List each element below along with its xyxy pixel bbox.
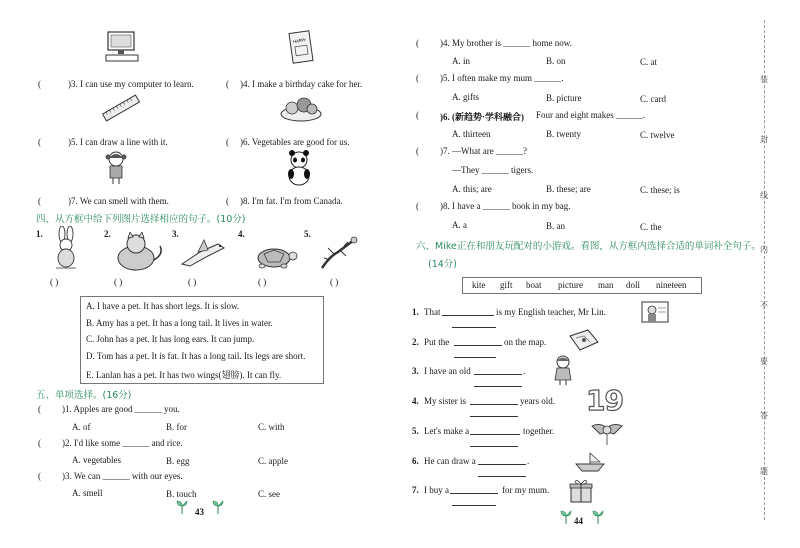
- cat-picture: [112, 232, 164, 272]
- item-text: )6. Vegetables are good for us.: [240, 137, 350, 147]
- question-text: )7. —What are ______?: [440, 146, 527, 156]
- item-text: )4. I make a birthday cake for her.: [240, 79, 363, 89]
- item-paren: (: [38, 137, 41, 147]
- ruler-picture: [100, 94, 142, 124]
- question-paren: (: [416, 73, 419, 83]
- section6-score: (14分): [428, 259, 458, 270]
- answer-blank-below[interactable]: [470, 438, 518, 447]
- answer-blank[interactable]: [478, 456, 526, 465]
- answer-blank[interactable]: [442, 307, 494, 316]
- binding-line: [764, 20, 765, 520]
- question-text: )5. I often make my mum ______.: [440, 73, 564, 83]
- word-bank-item: picture: [558, 280, 583, 290]
- binding-char: 要: [760, 357, 768, 366]
- sentence-before: I buy a: [424, 485, 449, 495]
- binding-char: 答: [760, 411, 768, 420]
- sentence-number: 3.: [412, 366, 419, 376]
- answer-blank[interactable]: [454, 337, 502, 346]
- choice-a: A. a: [452, 220, 467, 230]
- sprout-icon: [212, 500, 224, 514]
- choice-b: B. twenty: [546, 129, 581, 139]
- choice-a: A. thirteen: [452, 129, 491, 139]
- big-number-picture: 19: [586, 384, 623, 417]
- item-paren: (: [226, 196, 229, 206]
- answer-blank[interactable]: [470, 396, 518, 405]
- sentence-after: is my English teacher, Mr Lin.: [496, 307, 606, 317]
- choice-b: B. an: [546, 221, 565, 231]
- sentence-number: 6.: [412, 456, 419, 466]
- sprout-icon: [560, 510, 572, 524]
- question-paren: (: [38, 471, 41, 481]
- option-e: E. Lanlan has a pet. It has two wings(翅膀). It can fly.: [86, 370, 282, 380]
- choice-c: C. see: [258, 489, 280, 499]
- binding-char: 封: [760, 135, 768, 144]
- item-paren: (: [38, 196, 41, 206]
- choice-b: B. egg: [166, 456, 190, 466]
- binding-char: 线: [760, 191, 768, 200]
- sentence-after: .: [523, 366, 526, 376]
- picture-number: 3.: [172, 229, 179, 239]
- sentence-after: .: [527, 456, 530, 466]
- choice-c: C. twelve: [640, 130, 675, 140]
- sentence-after: for my mum.: [502, 485, 550, 495]
- choice-b: B. for: [166, 422, 187, 432]
- question-paren: (: [38, 438, 41, 448]
- binding-char: 内: [760, 245, 768, 254]
- rabbit-picture: [50, 226, 82, 270]
- sentence-before: Put the: [424, 337, 450, 347]
- answer-blank[interactable]: [470, 426, 520, 435]
- answer-blank-below[interactable]: [474, 378, 522, 387]
- section6-title: 六、Mike正在和朋友玩配对的小游戏。看图，从方框内选择合适的单词补全句子。: [416, 241, 761, 252]
- choice-a: A. of: [72, 422, 91, 432]
- girl-picture: [104, 150, 128, 186]
- question-tag: )6. (新趋势·学科融合): [440, 112, 524, 122]
- choice-a: A. smell: [72, 488, 103, 498]
- doll-picture: [552, 354, 574, 386]
- picture-answer-paren: ( ): [114, 277, 123, 287]
- word-bank-item: boat: [526, 280, 542, 290]
- item-paren: (: [226, 79, 229, 89]
- word-bank-item: man: [598, 280, 614, 290]
- turtle-picture: [250, 244, 298, 270]
- option-b: B. Amy has a pet. It has a long tail. It lives in water.: [86, 318, 273, 328]
- binding-char: 题: [760, 467, 768, 476]
- sentence-after: on the map.: [504, 337, 547, 347]
- answer-blank-below[interactable]: [470, 408, 518, 417]
- question-paren: (: [38, 404, 41, 414]
- choice-a: A. in: [452, 56, 470, 66]
- teacher-picture: [640, 300, 670, 326]
- question-text: )1. Apples are good ______ you.: [62, 404, 180, 414]
- word-bank-item: nineteen: [656, 280, 687, 290]
- answer-blank-below[interactable]: [454, 349, 496, 358]
- picture-number: 5.: [304, 229, 311, 239]
- option-c: C. John has a pet. It has long ears. It can jump.: [86, 334, 255, 344]
- bird-picture: [178, 238, 228, 270]
- question-paren: (: [416, 110, 419, 120]
- vegetables-picture: [278, 94, 324, 124]
- question-text: )3. We can ______ with our eyes.: [62, 471, 183, 481]
- word-bank-item: kite: [472, 280, 486, 290]
- picture-answer-paren: ( ): [258, 277, 267, 287]
- choice-b: B. touch: [166, 489, 197, 499]
- section5-title: 五、单项选择。(16分): [36, 390, 132, 401]
- section4-title: 四、从方框中给下列图片选择相应的句子。(10分): [36, 214, 246, 225]
- item-paren: (: [226, 137, 229, 147]
- binding-char: 不: [760, 301, 768, 310]
- answer-blank-below[interactable]: [452, 319, 496, 328]
- sentence-after: together.: [523, 426, 555, 436]
- question-paren: (: [416, 201, 419, 211]
- picture-number: 1.: [36, 229, 43, 239]
- choice-a: A. vegetables: [72, 455, 121, 465]
- sentence-number: 2.: [412, 337, 419, 347]
- option-d: D. Tom has a pet. It is fat. It has a long tail. Its legs are short.: [86, 351, 306, 361]
- panda-picture: [284, 150, 314, 186]
- item-paren: (: [38, 79, 41, 89]
- item-text: )7. We can smell with them.: [68, 196, 169, 206]
- question-text-line2: —They ______ tigers.: [452, 165, 534, 175]
- birthday-card-picture: [288, 30, 314, 64]
- answer-blank-below[interactable]: [452, 497, 496, 506]
- picture-answer-paren: ( ): [188, 277, 197, 287]
- question-text: Four and eight makes ______.: [536, 110, 646, 120]
- question-text: )8. I have a ______ book in my bag.: [440, 201, 571, 211]
- lizard-picture: [316, 234, 358, 272]
- kite-picture: [590, 418, 624, 446]
- binding-char: 装: [760, 75, 768, 84]
- choice-b: B. picture: [546, 93, 582, 103]
- page-number: 43: [195, 507, 204, 517]
- choice-b: B. these; are: [546, 184, 591, 194]
- sentence-before: My sister is: [424, 396, 467, 406]
- answer-blank[interactable]: [450, 485, 498, 494]
- gift-picture: [568, 478, 594, 504]
- picture-number: 4.: [238, 229, 245, 239]
- sentence-number: 4.: [412, 396, 419, 406]
- question-paren: (: [416, 38, 419, 48]
- choice-c: C. the: [640, 222, 662, 232]
- map-picture: [568, 328, 600, 352]
- item-text: )5. I can draw a line with it.: [68, 137, 168, 147]
- choice-c: C. apple: [258, 456, 288, 466]
- item-text: )3. I can use my computer to learn.: [68, 79, 194, 89]
- picture-number: 2.: [104, 229, 111, 239]
- sprout-icon: [176, 500, 188, 514]
- choice-c: C. at: [640, 57, 657, 67]
- sentence-number: 7.: [412, 485, 419, 495]
- option-a: A. I have a pet. It has short legs. It is slow.: [86, 301, 240, 311]
- question-text: )4. My brother is ______ home now.: [440, 38, 572, 48]
- computer-picture: [104, 30, 140, 64]
- sentence-number: 1.: [412, 307, 419, 317]
- sentence-number: 5.: [412, 426, 419, 436]
- sprout-icon: [592, 510, 604, 524]
- picture-answer-paren: ( ): [330, 277, 339, 287]
- answer-blank-below[interactable]: [478, 468, 526, 477]
- boat-picture: [574, 452, 606, 472]
- item-text: )8. I'm fat. I'm from Canada.: [240, 196, 343, 206]
- sentence-before: I have an old: [424, 366, 471, 376]
- choice-c: C. card: [640, 94, 666, 104]
- sentence-before: He can draw a: [424, 456, 476, 466]
- word-bank-item: doll: [626, 280, 641, 290]
- word-bank-item: gift: [500, 280, 513, 290]
- question-text: )2. I'd like some ______ and rice.: [62, 438, 183, 448]
- choice-c: C. these; is: [640, 185, 680, 195]
- page-number: 44: [574, 516, 583, 526]
- sentence-before: Let's make a: [424, 426, 470, 436]
- picture-answer-paren: ( ): [50, 277, 59, 287]
- question-paren: (: [416, 146, 419, 156]
- choice-b: B. on: [546, 56, 566, 66]
- svg-text:HAPPY: HAPPY: [292, 37, 307, 45]
- sentence-before: That: [424, 307, 441, 317]
- sentence-after: years old.: [520, 396, 555, 406]
- choice-a: A. this; are: [452, 184, 492, 194]
- choice-a: A. gifts: [452, 92, 479, 102]
- answer-blank[interactable]: [474, 366, 522, 375]
- choice-c: C. with: [258, 422, 285, 432]
